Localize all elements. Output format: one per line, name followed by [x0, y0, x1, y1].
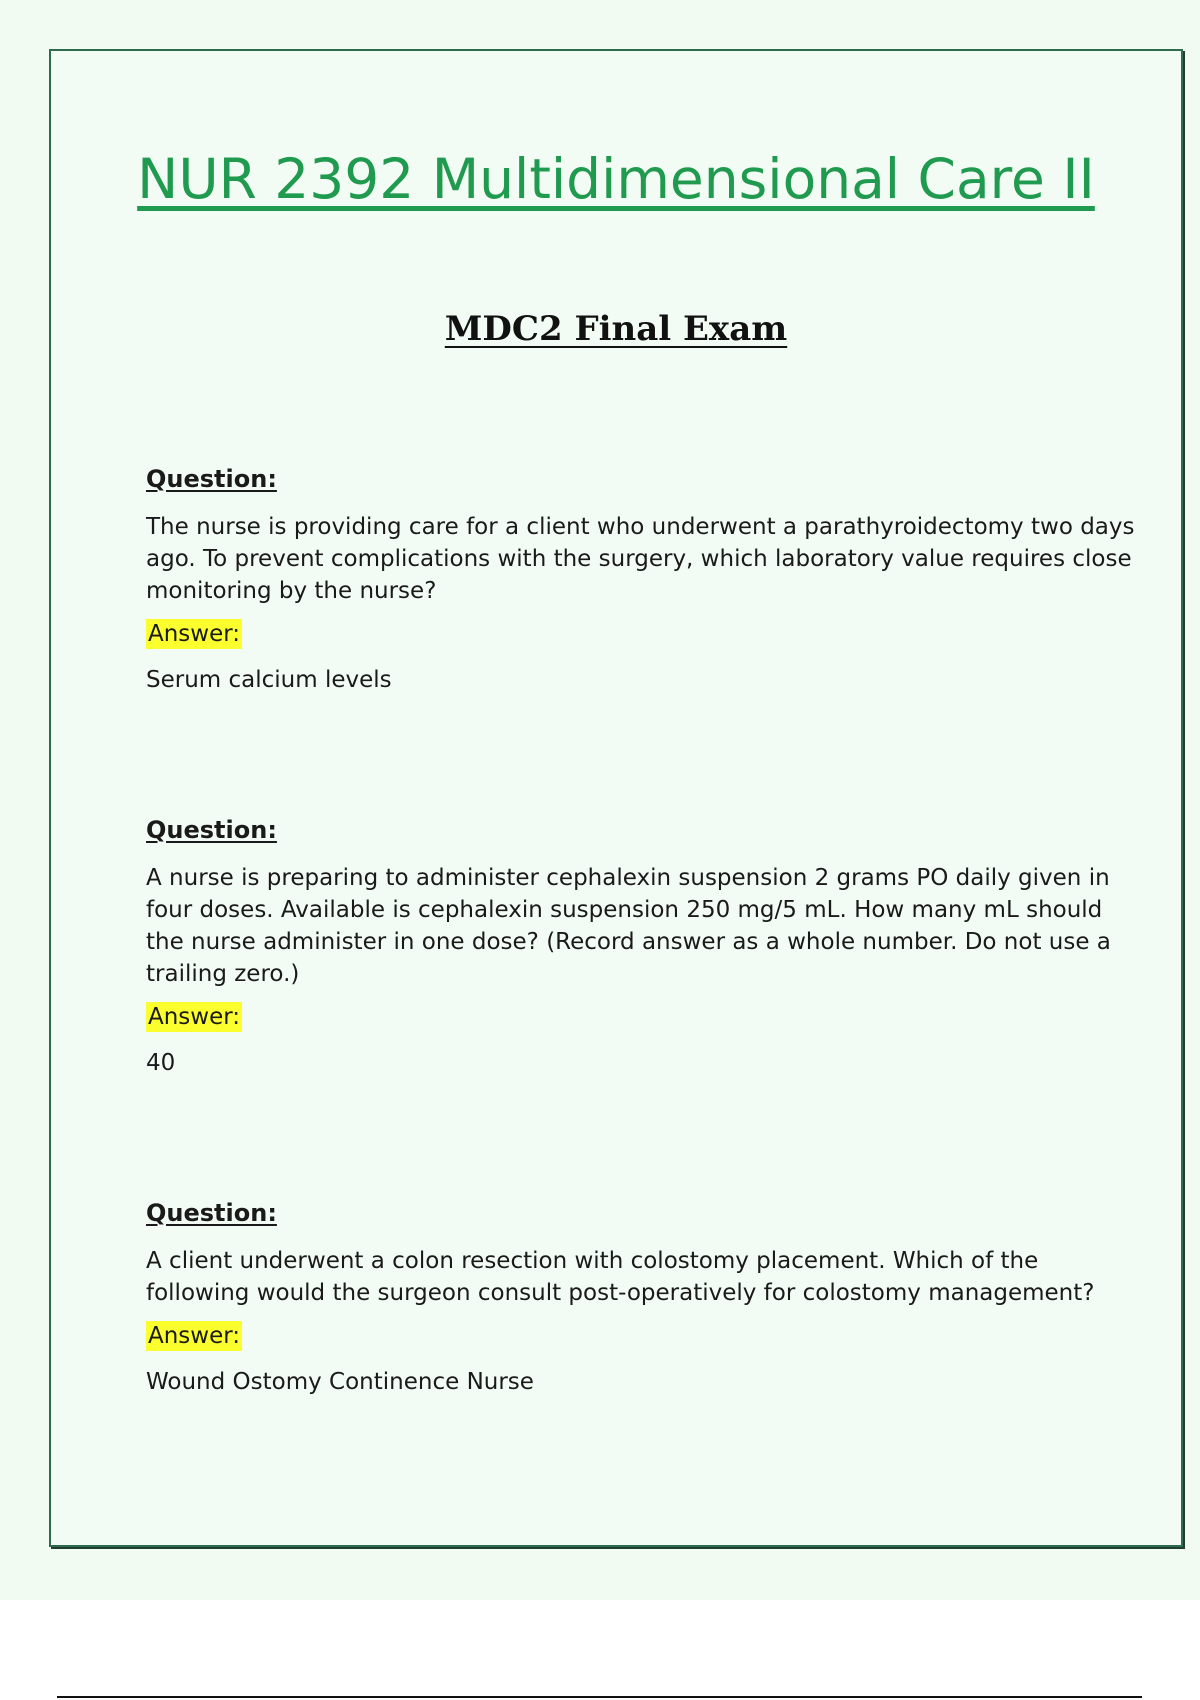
answer-text: Wound Ostomy Continence Nurse: [146, 1368, 534, 1395]
qa-item: [146, 465, 1146, 695]
answer-label: Answer:: [148, 620, 241, 647]
course-title: [51, 146, 1181, 212]
answer-label: Answer:: [148, 1322, 241, 1349]
question-label: Question:: [146, 1199, 277, 1227]
question-label: Question:: [146, 465, 277, 493]
question-text: A nurse is preparing to administer cephalexin suspension 2 grams PO daily given in four doses. Available is cephalexin suspension 250 mg/5 mL. How many mL should the nurse administer in one dose? (Record answer as a whole number. Do not use a trailing zero.): [146, 864, 1111, 987]
exam-title-text: MDC2 Final Exam: [444, 309, 788, 349]
answer-label: Answer:: [148, 1003, 241, 1030]
document-page: [49, 49, 1183, 1547]
question-text: A client underwent a colon resection with colostomy placement. Which of the following would the surgeon consult post-operatively for colostomy management?: [146, 1247, 1095, 1306]
answer-text: Serum calcium levels: [146, 666, 392, 693]
qa-item: [146, 816, 1146, 1078]
course-title-text: NUR 2392 Multidimensional Care II: [137, 147, 1095, 211]
question-label: Question:: [146, 816, 277, 844]
qa-item: [146, 1199, 1146, 1397]
footer-divider: [57, 1696, 1142, 1698]
exam-title: [51, 309, 1181, 350]
answer-text: 40: [146, 1049, 176, 1076]
question-text: The nurse is providing care for a client who underwent a parathyroidectomy two days ago. To prevent complications with the surgery, which laboratory value requires close monitoring by the nurse?: [146, 513, 1135, 604]
page-bottom-margin: [0, 1600, 1200, 1700]
